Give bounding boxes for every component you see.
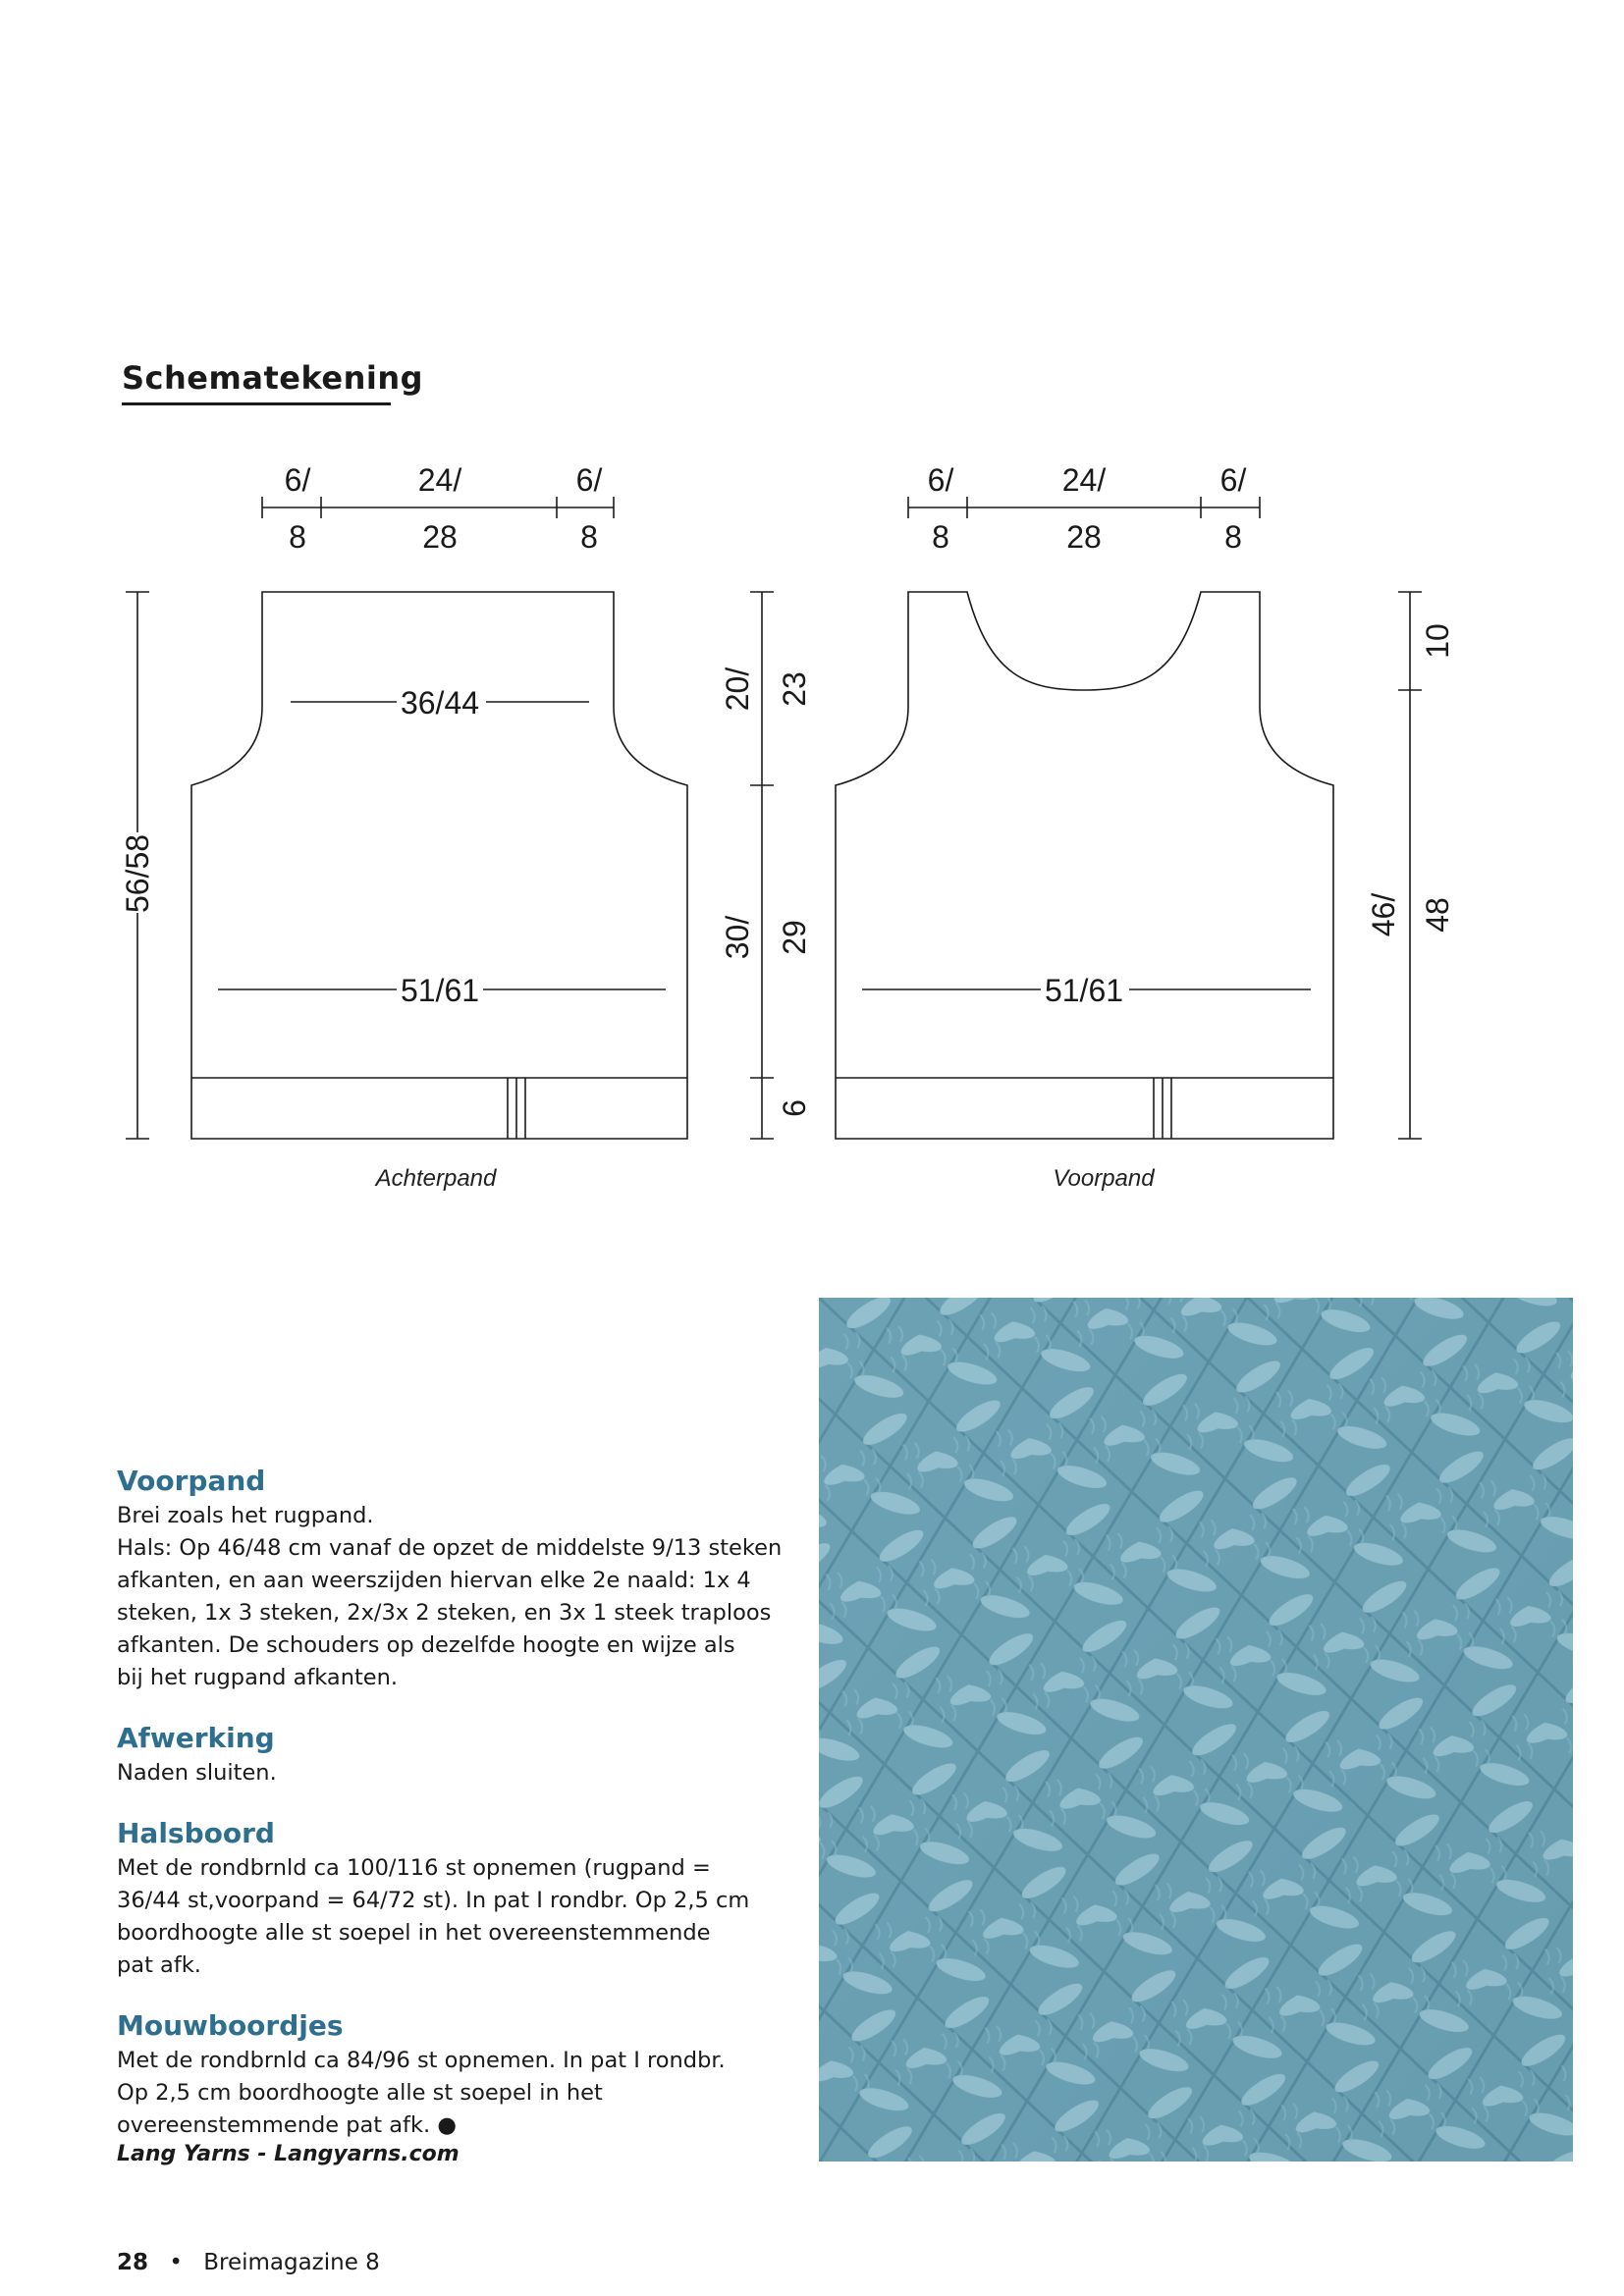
section-text: Naden sluiten. [117, 1760, 277, 1786]
section-text: Brei zoals het rugpand. Hals: Op 46/48 cm vanaf de opzet de middelste 9/13 steken afkanten, en aan weerszijden hiervan elke 2e naald: 1x 4 steken, 1x 3 steken, 2x/3x 2 steken, en 3x 1 steek traploos afkanten. De schouders op dezelfde hoogte en wijze als bij het rugpand afkanten. [117, 1503, 783, 1690]
back-top-right-a: 6/ [575, 462, 603, 498]
armhole-height-b: 23 [777, 671, 812, 707]
back-top-right-b: 8 [580, 519, 598, 555]
magazine-name: Breimagazine 8 [203, 2250, 380, 2275]
front-top-left-a: 6/ [927, 462, 954, 498]
page-footer [117, 2250, 380, 2275]
credit-line: Lang Yarns - Langyarns.com [117, 2142, 460, 2166]
rib-height: 6 [777, 1099, 812, 1117]
front-top-right-a: 6/ [1219, 462, 1247, 498]
front-top-mid-a: 24/ [1061, 462, 1107, 498]
section-text: Met de rondbrnld ca 84/96 st opnemen. In pat I rondbr. Op 2,5 cm boordhoogte alle st soepel in het overeenstemmende pat afk. ● [117, 2048, 726, 2138]
back-width-lower: 51/61 [400, 973, 480, 1008]
front-neck-depth: 10 [1420, 623, 1455, 659]
section-title: Schematekening [122, 359, 423, 397]
section-mouwboordjes [117, 2007, 785, 2142]
instructions-column [117, 1463, 785, 2166]
back-height: 56/58 [120, 833, 155, 914]
back-width-upper: 36/44 [400, 685, 480, 721]
title-underline [122, 402, 391, 405]
section-heading: Voorpand [117, 1465, 266, 1497]
section-heading: Afwerking [117, 1722, 275, 1754]
section-voorpand [117, 1463, 785, 1694]
back-top-left-b: 8 [289, 519, 306, 555]
page-number: 28 [117, 2250, 149, 2275]
section-text: Met de rondbrnld ca 100/116 st opnemen (rugpand = 36/44 st,voorpand = 64/72 st). In pat I rondbr. Op 2,5 cm boordhoogte alle st soepel in het overeenstemmende pat afk. [117, 1855, 750, 1978]
schematic-diagram [0, 432, 1624, 1217]
front-height-a: 46/ [1366, 892, 1401, 937]
front-caption: Voorpand [1053, 1165, 1155, 1192]
front-top-right-b: 8 [1224, 519, 1242, 555]
back-top-mid-a: 24/ [417, 462, 462, 498]
front-top-left-b: 8 [932, 519, 949, 555]
body-height-a: 30/ [720, 915, 755, 960]
section-halsboord [117, 1815, 785, 1982]
front-piece-outline [836, 592, 1333, 1139]
section-heading: Halsboord [117, 1817, 275, 1849]
front-top-mid-b: 28 [1066, 519, 1102, 555]
section-heading: Mouwboordjes [117, 2009, 344, 2042]
section-afwerking [117, 1720, 785, 1789]
back-top-left-a: 6/ [284, 462, 311, 498]
front-width-lower: 51/61 [1044, 973, 1124, 1008]
knit-texture-photo [819, 1298, 1573, 2162]
armhole-height-a: 20/ [720, 667, 755, 712]
back-caption: Achterpand [375, 1165, 497, 1192]
back-piece-outline [191, 592, 687, 1139]
back-top-mid-b: 28 [422, 519, 458, 555]
body-height-b: 29 [777, 920, 812, 955]
footer-separator: • [169, 2250, 183, 2275]
front-height-b: 48 [1420, 897, 1455, 933]
